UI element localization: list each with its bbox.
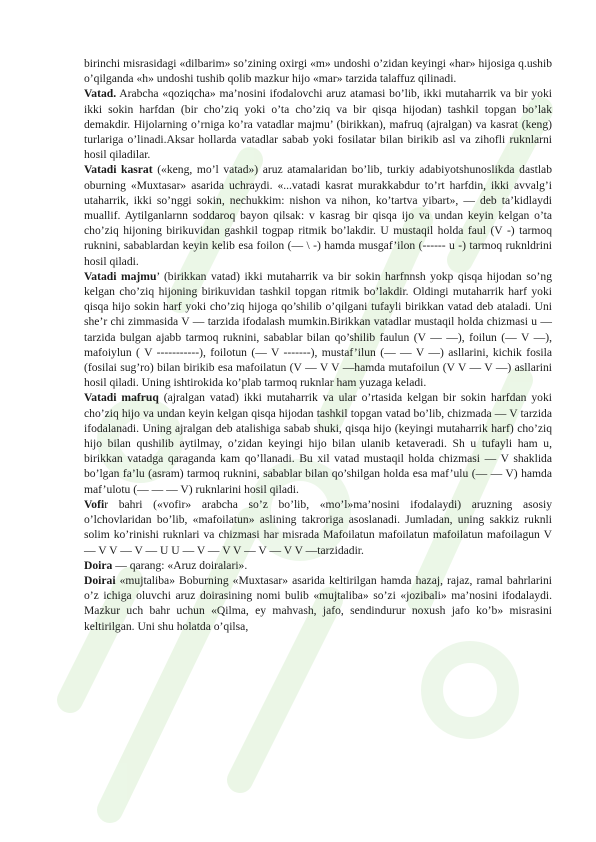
term-doirai: Doirai	[84, 573, 116, 587]
paragraph-vatadi-kasrat	[84, 162, 552, 268]
document-body	[84, 56, 552, 634]
paragraph-vofir-text: r bahri («vofir» arabcha so’z bo’lib, «mo’l»ma’nosini ifodalaydi) aruzning asosiy o’lchovlaridan bo’lib, «mafoilatun» aslining takroriga asoslanadi. Jumladan, uning sakkiz ruknli solim ko’rinishi ruknlari va chizmasi har misrada Mafoilatun mafoilatun mafoilatun mafoilagun V — V V — V — U U — V — V V — V — V V —tarzidadir.	[84, 497, 552, 557]
paragraph-vatad	[84, 86, 552, 162]
paragraph-1	[84, 56, 552, 86]
paragraph-vatadi-majmu	[84, 269, 552, 391]
paragraph-vatadi-mafruq	[84, 390, 552, 496]
term-vatadi-majmu: Vatadi majmu	[84, 269, 157, 283]
paragraph-vatadi-kasrat-text: («keng, mo’l vatad») aruz atamalaridan bo’lib, turkiy adabiyotshunoslikda dastlab oburning «Muxtasar» asarida uchraydi. «...vatadi kasrat murakkabdur to’rt harfdin, ikki avvalg’i utaharrik, ikki so’nggi sokin, nechukkim: nishon va nihon, ko’tartva yibart», — deb ta’kidlaydi muallif. Aytilganlarnn soddaroq bayon qilsak: v kasrag bir qisqa ijo va undan keyin kelgan o’ta cho’ziq hijoning birikuvidan gashkil togpap ritmik bo’lakdir. U mustaqil holda faul (V -) tarmoq ruknini, sabablardan keyin kelib esa foilon (— \ -) hamda musgaf’ilon (------ u -) tarmoq ruknldrini hosil qiladi.	[84, 163, 552, 268]
term-vatad: Vatad.	[84, 87, 117, 101]
paragraph-doira	[84, 558, 552, 573]
paragraph-vatadi-mafruq-text: (ajralgan vatad) ikki mutaharrik va ular o’rtasida kelgan bir sokin harfdan yoki cho’ziq hijo va undan keyin kelgan qisqa hijodan tashkil topgan vatad bo’lib, chizmada — V tarzida ifodalanadi. Uning ajralgan deb atalishiga sabab shuki, qisqa hijo (keyingi mutaharrik harf) cho’ziq hijo bilan qushilib aytilmay, o’zidan keyingi hijo bilan ulanib ketaveradi. Sh u tufayli ham u, birikkan vatadga qaraganda kam qo’llanadi. Bu xil vatad mustaqil holda chizmasi — V shaklida bo’lgan fa’lu (asram) tarmoq ruknini, sabablar bilan qo’shilgan holda esa maf’ulu (— — V) hamda maf’ulotu (— — — V) ruknlarini hosil qiladi.	[84, 391, 552, 496]
paragraph-1-text: birinchi misrasidagi «dilbarim» so’zining oxirgi «m» undoshi o’zidan keyingi «har» hijosiga q.ushib o’qilganda «h» undoshi tushib qolib mazkur hijo «mar» tarzida talaffuz qilinadi.	[84, 57, 552, 86]
paragraph-vatadi-majmu-text: ’ (birikkan vatad) ikki mutaharrik va bir sokin harfnnsh yokp qisqa hijodan so’ng kelgan cho’ziq hijoning birikuvidan tashkil topgan ritmik bo’lakdir. Oldingi mutaharrik harf yoki qisqa hijo sokin harf yoki cho’ziq hijoga qo’shilib o’qilgani tufayli birikkan vatad deb ataladi. Uni she’r chi zimmasida V — tarzida ifodalash mumkin.Birikkan vatadlar mustaqil holda chizmasi u —tarzida bulgan ajabb tarmoq ruknini, sabablar bilan qo’shilib faulun (V — —), foilun (— V —), mafoiylun ( V -----------), foilotun (— V -------), mustaf’ilun (— — V —) asllarini, kichik fosila (fosilai sug’ro) bilan birikib esa mafoilatun (V — V V —hamda mutafoilun (V V — V —) asllarini hosil qiladi. Uning ishtirokida ko’plab tarmoq ruknlar ham yuzaga keladi.	[84, 269, 552, 390]
paragraph-vatad-text: Arabcha «qoziqcha» ma’nosini ifodalovchi aruz atamasi bo’lib, ikki mutaharrik va bir yoki ikki sokin harfdan (bir cho’ziq yoki o’ta cho’ziq va bir qisqa hijodan) tashkil topgan bo’lak demakdir. Hijolarning o’rniga ko’ra vatadlar majmu’ (birikkan), mafruq (ajralgan) va kasrat (keng) turlariga o’linadi.Aksar hollarda vatadlar sabab yoki fosilatar bilan birikib asl va zihofli ruknlarni hosil qiladilar.	[84, 87, 552, 162]
paragraph-doirai	[84, 573, 552, 634]
paragraph-doira-text: — qarang: «Aruz doiralari».	[112, 558, 248, 572]
term-doira: Doira	[84, 558, 113, 572]
term-vatadi-kasrat: Vatadi kasrat	[84, 163, 153, 177]
term-vatadi-mafruq: Vatadi mafruq	[84, 391, 159, 405]
paragraph-vofir	[84, 497, 552, 558]
paragraph-doirai-text: «mujtaliba» Boburning «Muxtasar» asarida keltirilgan hamda hazaj, rajaz, ramal bahrlarini o’z ichiga oluvchi aruz doirasining nomi bulib «mujtaliba» so’zi «jozibali» ma’nosini ifodalaydi. Mazkur uch bahr uchun «Qilma, ey mahvash, jafo, sendindurur noxush jafo ko’b» misrasini keltirilgan. Uni shu holatda o’qilsa,	[84, 573, 552, 633]
term-vofir: Vofi	[84, 497, 105, 511]
